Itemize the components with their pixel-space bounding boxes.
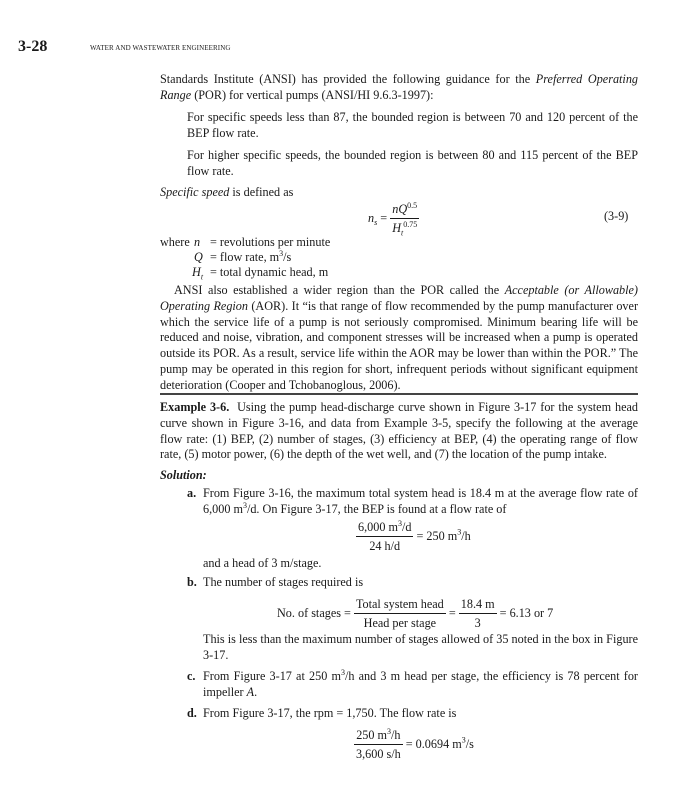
- step-b-note: This is less than the maximum number of stages allowed of 35 noted in the box in Figure 3-17.: [203, 632, 638, 662]
- where-label: where: [160, 235, 190, 249]
- step-a-after: and a head of 3 m/stage.: [203, 556, 322, 570]
- page-number: 3-28: [18, 38, 48, 55]
- step-d-equation: $\frac{250 m^3/h}{3,600 s/h}$ = 0.0694 $m^3/s$: [356, 726, 474, 761]
- specific-speed-definition: Specific speed is defined as: [160, 185, 294, 199]
- guidance-quote-1: For specific speeds less than 87, the bounded region is between 70 and 120 percent of the BEP flow rate.: [187, 110, 638, 140]
- step-d-marker: d.: [187, 706, 197, 720]
- step-a-equation: $\frac{6,000 m^3/d}{24 h/d}$ = 250 $m^3/h$: [358, 518, 471, 553]
- aor-paragraph: ANSI also established a wider region than the POR called the Acceptable (or Allowable) Operating Region (AOR). It “is that range of flow recommended by the pump manufacturer over which the service life of a pump is not seriously compromised. Minimum bearing life will be reduced and noise, vibration, and component stresses will be increased when a pump is operated outside its POR. As a result, service life within the AOR may be lower than within the POR.” The pump may be operated in this region for short, infrequent periods without significant equipment deterioration (Cooper and Tchobanoglous, 2006).: [160, 283, 638, 392]
- step-b-text: The number of stages required is: [203, 575, 364, 589]
- running-title: WATER AND WASTEWATER ENGINEERING: [90, 44, 231, 52]
- example-divider: [160, 393, 638, 395]
- equation-3-9: $n_s$ = $\frac{nQ^{0.5}}{H_t^{0.75}}$: [368, 200, 418, 238]
- example-label: Example 3-6.: [160, 400, 230, 414]
- where-var-ht: $H_t$ = total dynamic head, m: [192, 265, 329, 282]
- guidance-quote-2: For higher specific speeds, the bounded region is between 80 and 115 percent of the BEP flow rate.: [187, 148, 638, 178]
- intro-paragraph: Standards Institute (ANSI) has provided the following guidance for the Preferred Operating Range (POR) for vertical pumps (ANSI/HI 9.6.3-1997):: [160, 72, 639, 102]
- solution-label: Solution:: [160, 468, 207, 482]
- step-c-text: From Figure 3-17 at 250 $m^3/h$ and 3 m head per stage, the efficiency is 78 percent for impeller A.: [203, 667, 638, 699]
- where-var-q: Q = flow rate, $m^3/s$: [194, 248, 292, 264]
- equation-number: (3-9): [604, 209, 629, 223]
- step-b-marker: b.: [187, 575, 197, 589]
- step-b-equation: No. of stages = $\frac{\text{Total system head}}{\text{Head per stage}}$ = $\frac{18.4 m}{3}$ = 6.13 or 7: [277, 597, 554, 630]
- step-c-marker: c.: [187, 669, 196, 683]
- step-a-marker: a.: [187, 486, 197, 500]
- example-3-6: Example 3-6. Using the pump head-discharge curve shown in Figure 3-17 for the system head curve shown in Figure 3-16, and data from Example 3-5, specify the following at the average flow rate: (1) BEP, (2) number of stages, (3) efficiency at BEP, (4) the operating range of flow rate, (5) motor power, (6) the depth of the wet well, and (7) the location of the pump intake.: [160, 400, 639, 462]
- step-d-text: From Figure 3-17, the rpm = 1,750. The flow rate is: [203, 706, 457, 720]
- por-term: Preferred Operating Range: [160, 72, 639, 102]
- where-var-n: n = revolutions per minute: [194, 235, 331, 249]
- step-a-text: From Figure 3-16, the maximum total system head is 18.4 m at the average flow rate of 6,000 $m^3/d$. On Figure 3-17, the BEP is found at a flow rate of: [203, 486, 638, 516]
